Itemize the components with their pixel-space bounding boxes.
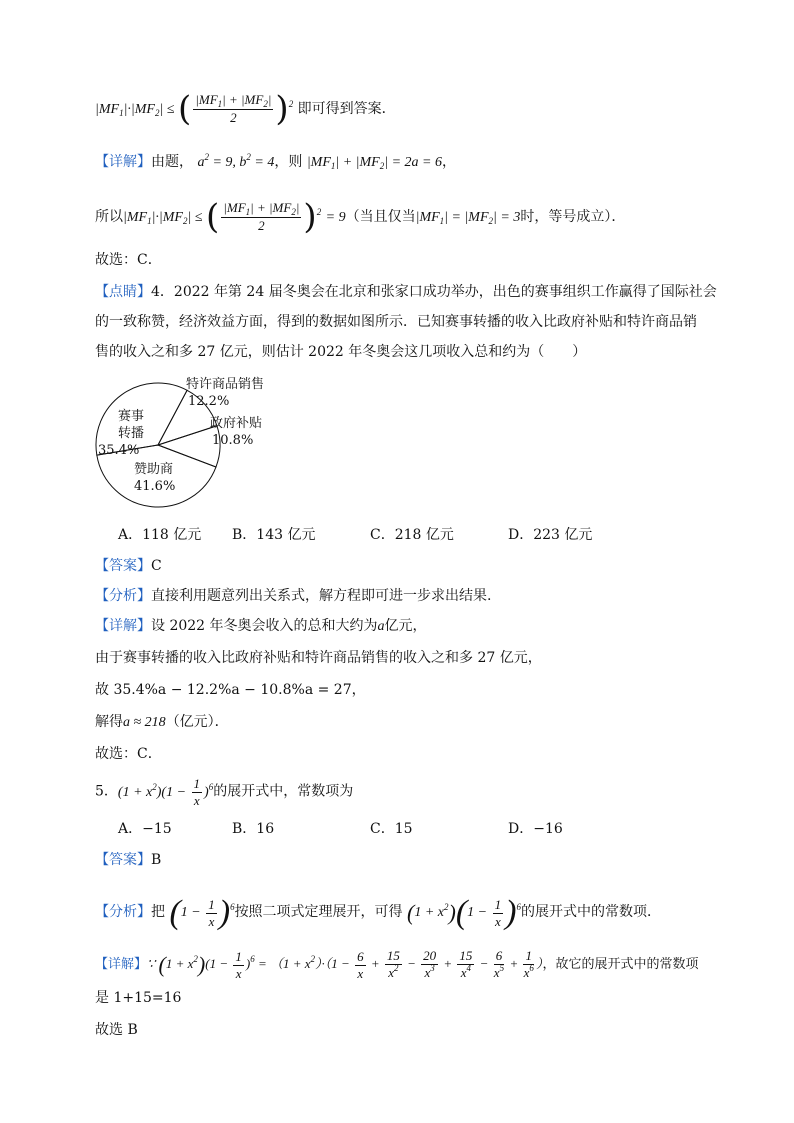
slice-percent-zzs: 41.6% [134,479,176,494]
pie-chart [90,372,290,512]
q4-line2: 的一致称赞，经济效益方面，得到的数据如图所示．已知赛事转播的收入比政府补贴和特许商品销 [95,314,697,330]
slice-label-ss2: 转播 [118,426,145,441]
q5-detail-2: 是 1+15=16 [95,990,182,1006]
q4-answer: 【答案】C [95,558,162,574]
option-a[interactable]: A．118 亿元 [118,527,202,543]
detail-tag: 【详解】 [95,154,151,170]
q4-detail-4: 解得a ≈ 218（亿元）． [95,714,229,730]
q4-line1: 【点睛】4．2022 年第 24 届冬奥会在北京和张家口成功举办，出色的赛事组织工作赢得了国际社会 [95,284,717,300]
q5-option-a[interactable]: A．−15 [118,821,172,837]
slice-percent-zf: 10.8% [212,433,254,448]
inequality-line: $|MF_1|\cdot|MF_2|$ ≤ ( $\frac{|MF_1| + |MF_2|}{2}$ )$^2$ 即可得到答案． [95,89,396,129]
option-c[interactable]: C．218 亿元 [370,527,454,543]
q4-analysis: 【分析】直接利用题意列出关系式，解方程即可进一步求出结果. [95,588,492,604]
slice-label-zf: 政府补贴 [210,416,263,431]
slice-label-ss1: 赛事 [118,409,145,424]
conclusion-line: 所以$|MF_1|\cdot|MF_2|$ ≤ ( $\frac{|MF_1| + |MF_2|}{2}$ )$^2$ = 9（当且仅当$|MF_1| = |MF_2| = 3$时，等号成立）． [95,197,626,237]
q5-option-d[interactable]: D．−16 [508,821,563,837]
slice-percent-ss: 35.4% [98,443,140,458]
q4-detail-2: 由于赛事转播的收入比政府补贴和特许商品销售的收入之和多 27 亿元， [95,650,542,666]
slice-percent-tx: 12.2% [188,394,230,409]
slice-label-tx: 特许商品销售 [186,377,265,392]
q5-option-c[interactable]: C．15 [370,821,413,837]
q5-option-b[interactable]: B．16 [232,821,275,837]
option-d[interactable]: D．223 亿元 [508,527,593,543]
slice-zf [158,426,220,467]
select-line: 故选：C． [95,252,162,268]
q5-select: 故选 B [95,1022,138,1038]
q4-line3: 售的收入之和多 27 亿元，则估计 2022 年冬奥会这几项收入总和约为（ ） [95,344,587,360]
q4-detail-5: 故选：C． [95,746,162,762]
q5-stem: 5．$(1 + x^2)(1$ − $\frac{1}{x}$ )$^6$的展开式中，常数项为 [95,776,354,808]
q4-detail-1: 【详解】设 2022 年冬奥会收入的总和大约为a亿元， [95,618,427,634]
slice-label-zzs: 赞助商 [134,462,174,477]
option-b[interactable]: B．143 亿元 [232,527,316,543]
q5-answer: 【答案】B [95,852,162,868]
q4-detail-3: 故 35.4%a − 12.2%a − 10.8%a = 27， [95,682,366,698]
detail-line: 【详解】由题， $a^2 = 9$, $b^2 = 4$，则 $|MF_1| + |MF_2| = 2a = 6$， [95,152,456,171]
q5-analysis: 【分析】把 (1 − $\frac{1}{x}$ )$^6$按照二项式定理展开，可得 $(1 + x^2)(1$ − $\frac{1}{x}$ )$^6$的展开式中的常数项． [95,894,661,931]
answer-hint-text: 即可得到答案． [297,101,396,117]
q5-detail: 【详解】∵ $(1 + x^2)(1$ − $\frac{1}{x}$ )$^6 = (1 + x^2)\cdot(1$ − $\frac{6}{x}$ + $\frac{15}{x^2}$ − $\frac{20}{x^3}$ + $\frac{15}{x^4}$ − $\frac{6}{x^5}$ + $\frac{1}{x^6}$ ），故它的展开式中的常数项 [95,948,699,981]
